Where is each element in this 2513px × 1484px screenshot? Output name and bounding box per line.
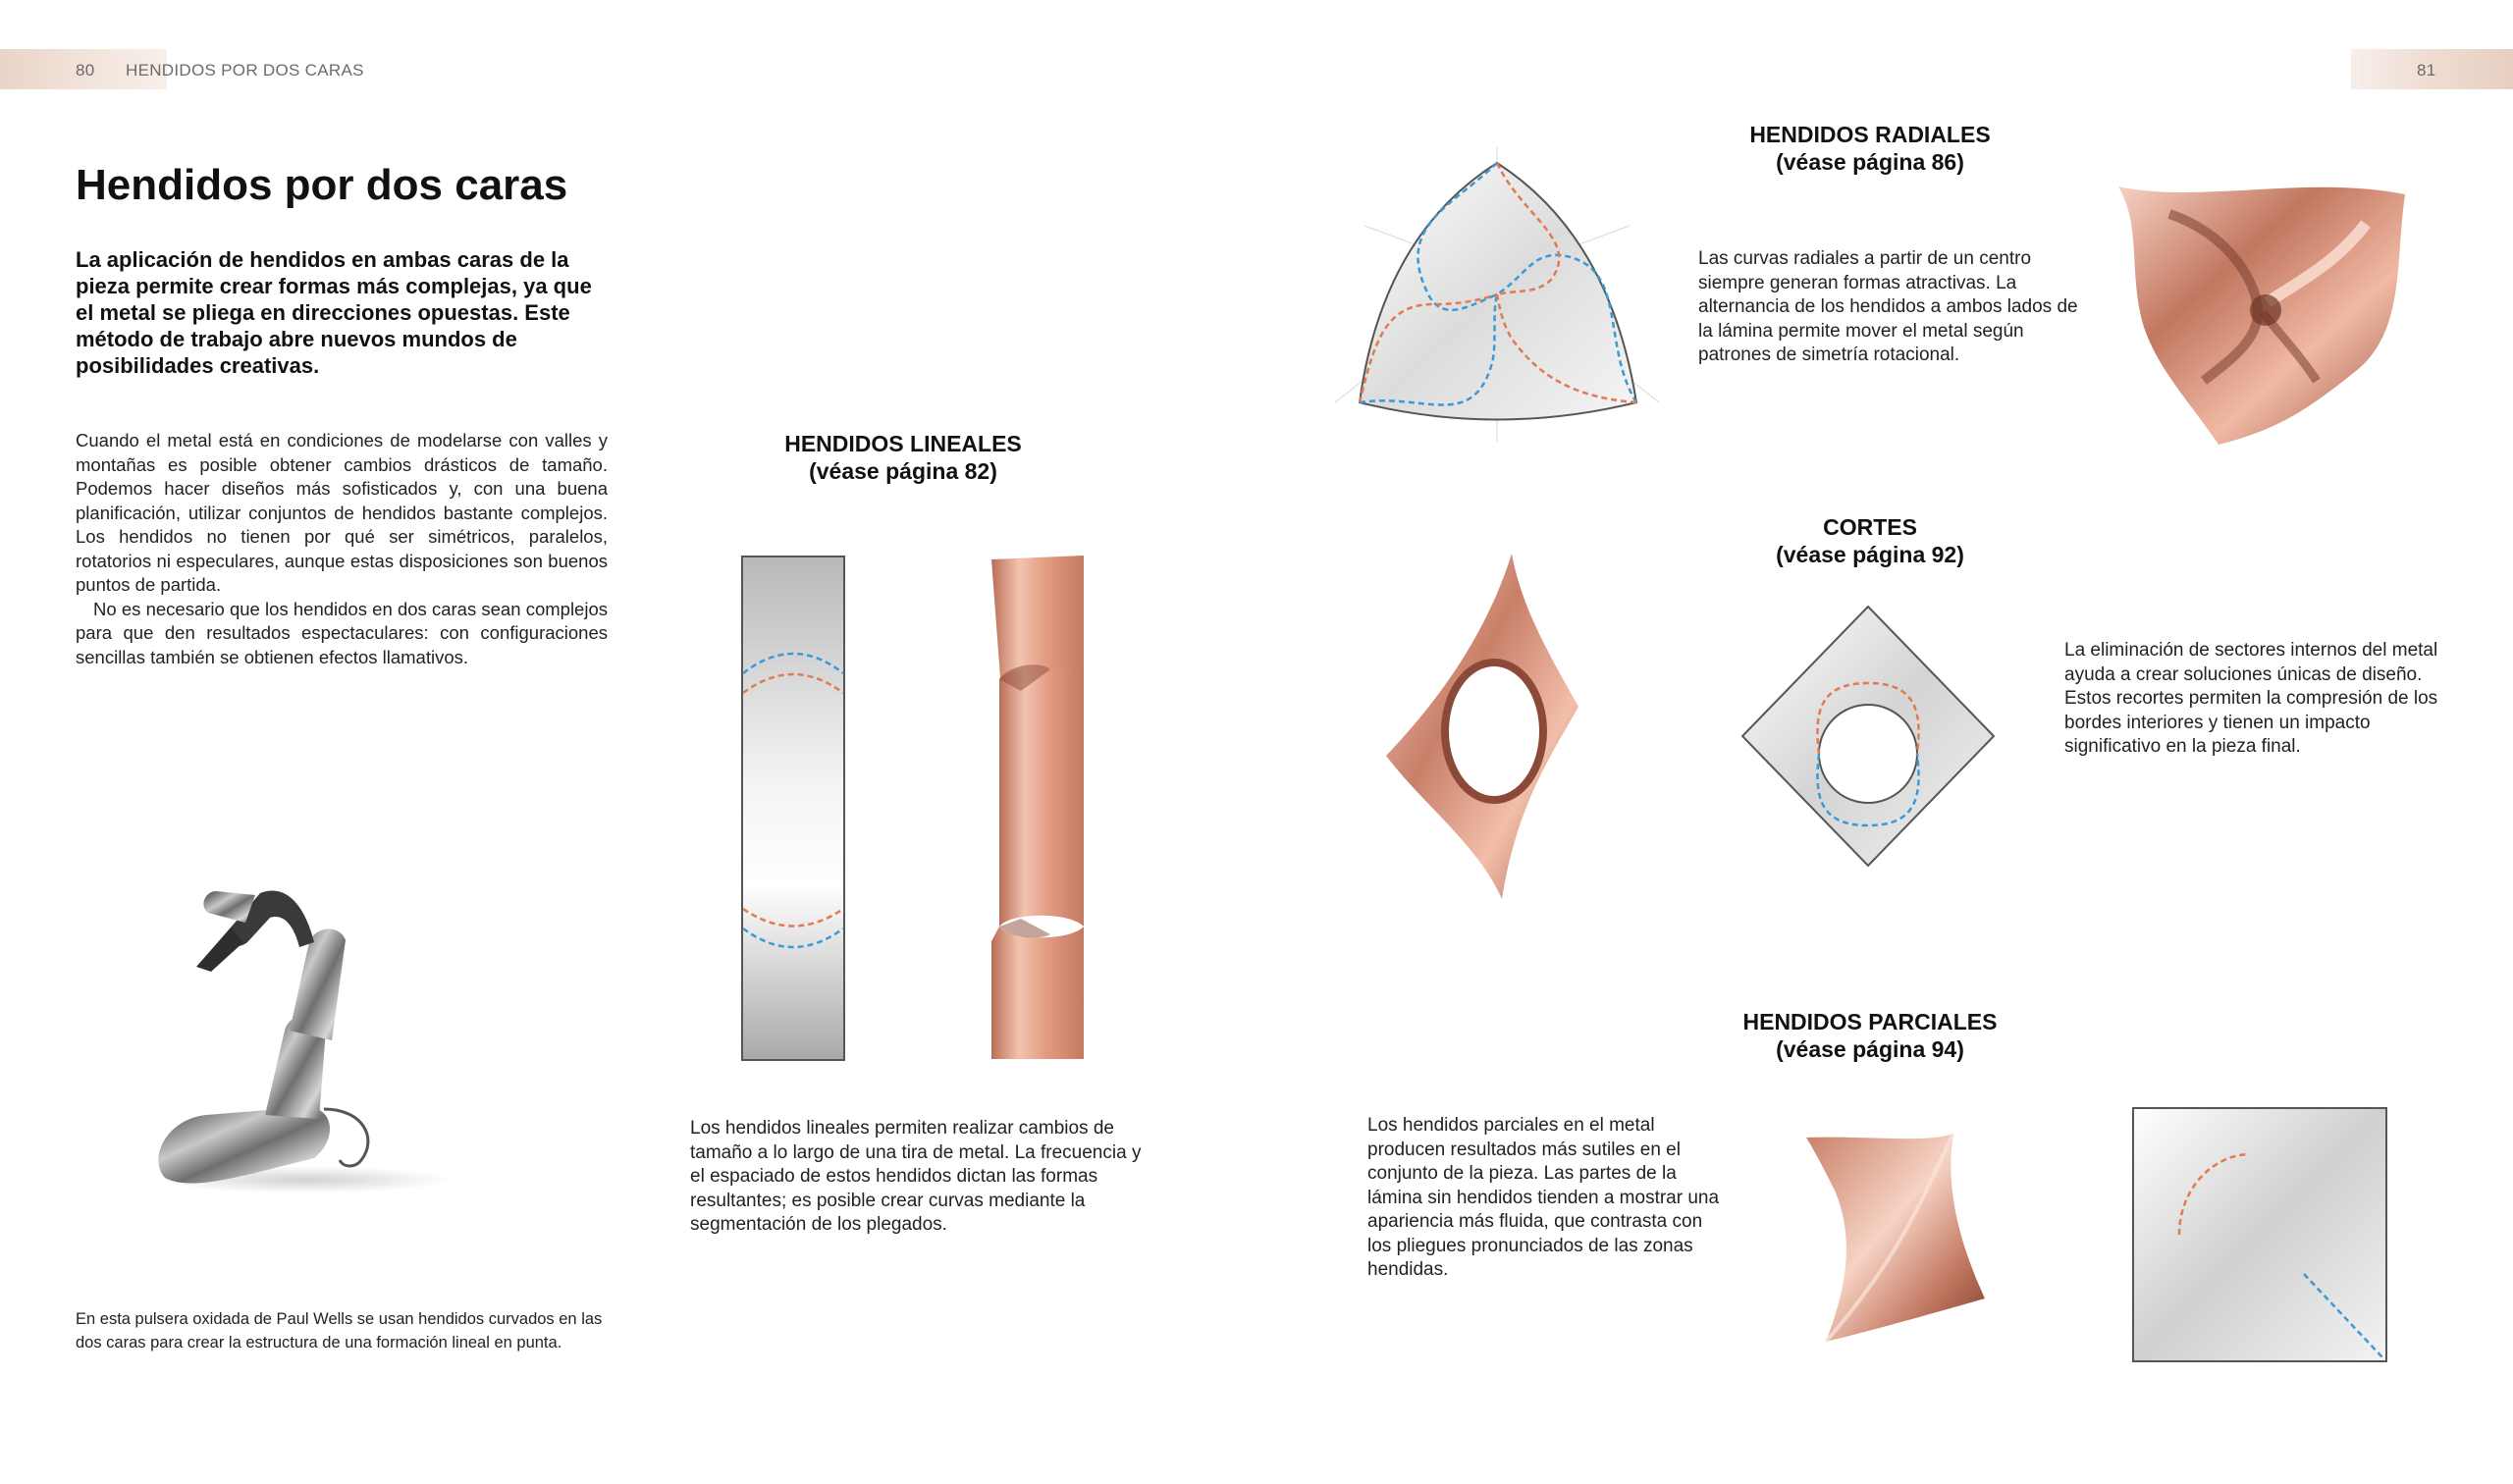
left-page-number: 80 xyxy=(76,61,95,80)
cortes-ref: (véase página 92) xyxy=(1776,542,1964,567)
parciales-ref: (véase página 94) xyxy=(1776,1036,1964,1062)
parciales-text: Los hendidos parciales en el metal producen resultados más sutiles en el conjunto de la pieza. Las partes de la lámina sin hendidos tienden a mostrar una apariencia más fluida, que contrasta con los pliegues pronunciados de las zonas hendidas. xyxy=(1367,1115,1720,1280)
partial-copper-piece-photo xyxy=(1796,1134,1988,1345)
cut-copper-piece-photo xyxy=(1384,550,1580,903)
cortes-text: La eliminación de sectores internos del metal ayuda a crear soluciones únicas de diseño. Estos recortes permiten la compresión de los bordes interiores y tienen un impacto significativo en la pieza final. xyxy=(2064,640,2438,757)
bracelet-caption: En esta pulsera oxidada de Paul Wells se usan hendidos curvados en las dos caras para crear la estructura de una formación lineal en punta. xyxy=(76,1310,603,1352)
body-text xyxy=(76,429,608,669)
linear-strip-diagram xyxy=(741,556,845,1061)
linear-copper-strip-photo xyxy=(982,554,1092,1064)
bracelet-photo xyxy=(137,874,530,1217)
running-title: HENDIDOS POR DOS CARAS xyxy=(126,61,364,80)
radial-copper-sculpture-photo xyxy=(2111,175,2420,450)
radial-triangle-diagram xyxy=(1335,147,1659,442)
radiales-ref: (véase página 86) xyxy=(1776,149,1964,175)
page-title: Hendidos por dos caras xyxy=(76,161,568,209)
lead-paragraph: La aplicación de hendidos en ambas caras de la pieza permite crear formas más complejas, ya que el metal se pliega en direcciones opuestas. Este método de trabajo abre nuevos mundos de posibilidades creativas. xyxy=(76,247,592,378)
partial-square-diagram xyxy=(2132,1107,2387,1362)
radiales-title: HENDIDOS RADIALES xyxy=(1749,122,1991,147)
lineales-text: Los hendidos lineales permiten realizar cambios de tamaño a lo largo de una tira de metal. La frecuencia y el espaciado de estos hendidos dictan las formas resultantes; es posible crear curvas mediante la segmentación de los plegados. xyxy=(690,1118,1142,1235)
cut-diamond-diagram xyxy=(1740,605,1996,868)
parciales-heading xyxy=(1674,1008,2066,1063)
parciales-title: HENDIDOS PARCIALES xyxy=(1742,1009,1998,1034)
lineales-heading xyxy=(707,430,1099,485)
radiales-text: Las curvas radiales a partir de un centro siempre generan formas atractivas. La alternancia de los hendidos a ambos lados de la lámina permite mover el metal según patrones de simetría rotacional. xyxy=(1698,248,2078,365)
radiales-heading xyxy=(1674,121,2066,176)
lineales-title: HENDIDOS LINEALES xyxy=(784,431,1022,456)
body-paragraph-2: No es necesario que los hendidos en dos caras sean complejos para que den resultados espectaculares: con configuraciones sencillas también se obtienen efectos llamativos. xyxy=(76,598,608,667)
lineales-ref: (véase página 82) xyxy=(809,458,997,484)
right-page-number: 81 xyxy=(2417,61,2436,80)
body-paragraph-1: Cuando el metal está en condiciones de modelarse con valles y montañas es posible obtener cambios drásticos de tamaño. Podemos hacer diseños más sofisticados y, con una buena planificación, utilizar conjuntos de hendidos bastante complejos. Los hendidos no tienen por qué ser simétricos, paralelos, rotatorios ni especulares, aunque estas disposiciones son buenos puntos de partida. xyxy=(76,430,608,595)
cortes-heading xyxy=(1674,513,2066,568)
cortes-title: CORTES xyxy=(1823,514,1917,540)
